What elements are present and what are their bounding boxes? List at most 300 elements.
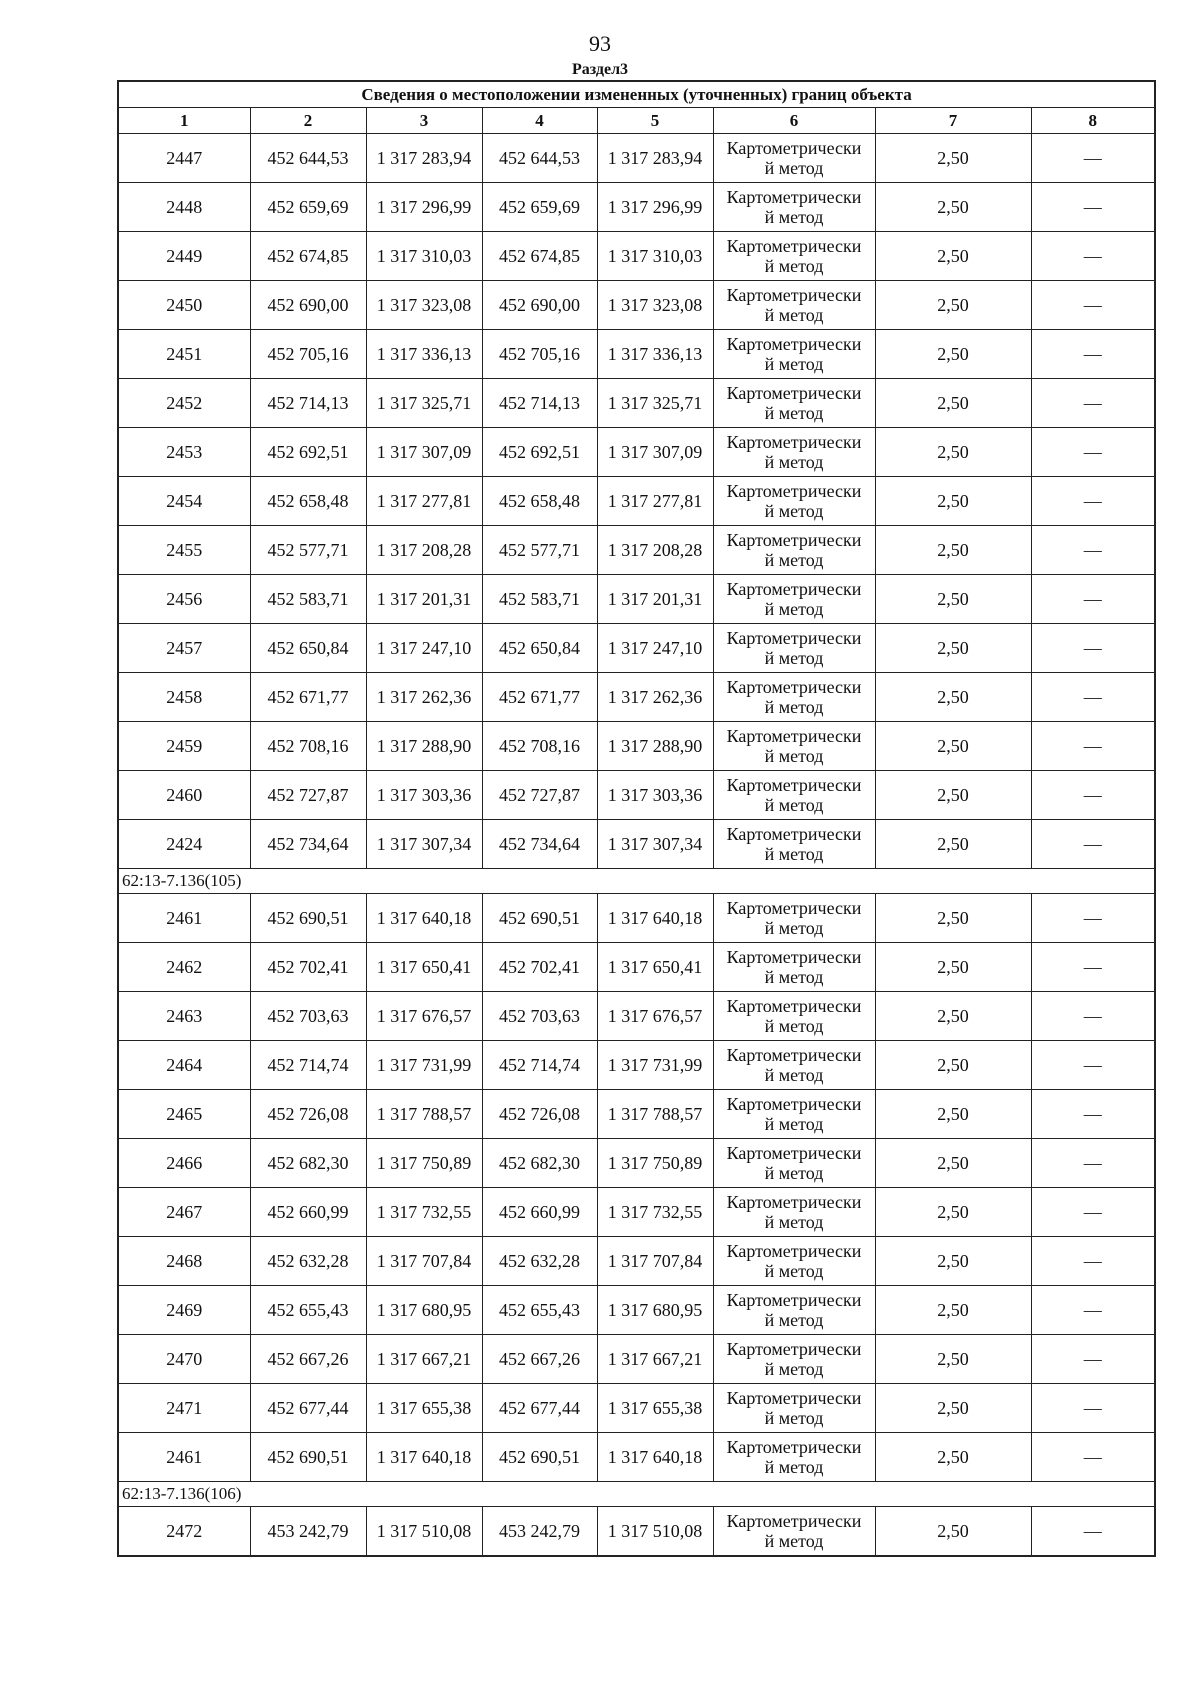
column-header: 4 <box>482 108 597 134</box>
accuracy-cell: 2,50 <box>875 771 1031 820</box>
method-line-1: Картометрически <box>726 530 862 550</box>
y-existing-cell: 1 317 283,94 <box>366 134 482 183</box>
accuracy-cell: 2,50 <box>875 1237 1031 1286</box>
y-existing-cell: 1 317 288,90 <box>366 722 482 771</box>
y-existing-cell: 1 317 325,71 <box>366 379 482 428</box>
method-line-1: Картометрически <box>726 996 862 1016</box>
method-line-1: Картометрически <box>726 1143 862 1163</box>
x-refined-cell: 452 655,43 <box>482 1286 597 1335</box>
method-line-2: й метод <box>764 1016 824 1036</box>
method-line-1: Картометрически <box>726 187 862 207</box>
x-refined-cell: 452 690,00 <box>482 281 597 330</box>
x-existing-cell: 452 703,63 <box>250 992 366 1041</box>
method-line-1: Картометрически <box>726 1290 862 1310</box>
x-refined-cell: 452 705,16 <box>482 330 597 379</box>
y-refined-cell: 1 317 262,36 <box>597 673 713 722</box>
method-cell <box>713 624 875 673</box>
table-row <box>118 526 1155 575</box>
y-existing-cell: 1 317 247,10 <box>366 624 482 673</box>
method-line-1: Картометрически <box>726 1339 862 1359</box>
description-cell: — <box>1031 1286 1155 1335</box>
x-existing-cell: 452 690,00 <box>250 281 366 330</box>
point-number-cell: 2461 <box>118 894 250 943</box>
description-cell: — <box>1031 134 1155 183</box>
x-existing-cell: 452 702,41 <box>250 943 366 992</box>
x-refined-cell: 452 650,84 <box>482 624 597 673</box>
method-cell <box>713 820 875 869</box>
x-existing-cell: 452 692,51 <box>250 428 366 477</box>
method-cell <box>713 943 875 992</box>
description-cell: — <box>1031 992 1155 1041</box>
x-refined-cell: 452 726,08 <box>482 1090 597 1139</box>
point-number-cell: 2458 <box>118 673 250 722</box>
y-existing-cell: 1 317 510,08 <box>366 1507 482 1557</box>
x-refined-cell: 452 727,87 <box>482 771 597 820</box>
accuracy-cell: 2,50 <box>875 1335 1031 1384</box>
x-refined-cell: 452 659,69 <box>482 183 597 232</box>
y-existing-cell: 1 317 307,09 <box>366 428 482 477</box>
accuracy-cell: 2,50 <box>875 820 1031 869</box>
method-cell <box>713 992 875 1041</box>
method-cell <box>713 894 875 943</box>
description-cell: — <box>1031 281 1155 330</box>
y-refined-cell: 1 317 732,55 <box>597 1188 713 1237</box>
method-line-1: Картометрически <box>726 285 862 305</box>
x-refined-cell: 452 708,16 <box>482 722 597 771</box>
table-row <box>118 281 1155 330</box>
column-header: 1 <box>118 108 250 134</box>
y-existing-cell: 1 317 680,95 <box>366 1286 482 1335</box>
table-row <box>118 379 1155 428</box>
x-refined-cell: 452 703,63 <box>482 992 597 1041</box>
method-line-2: й метод <box>764 697 824 717</box>
y-existing-cell: 1 317 277,81 <box>366 477 482 526</box>
x-refined-cell: 452 577,71 <box>482 526 597 575</box>
method-line-2: й метод <box>764 918 824 938</box>
x-existing-cell: 452 714,74 <box>250 1041 366 1090</box>
y-refined-cell: 1 317 201,31 <box>597 575 713 624</box>
table-row <box>118 624 1155 673</box>
accuracy-cell: 2,50 <box>875 379 1031 428</box>
x-refined-cell: 452 702,41 <box>482 943 597 992</box>
y-existing-cell: 1 317 640,18 <box>366 1433 482 1482</box>
y-existing-cell: 1 317 296,99 <box>366 183 482 232</box>
method-line-1: Картометрически <box>726 138 862 158</box>
accuracy-cell: 2,50 <box>875 281 1031 330</box>
point-number-cell: 2465 <box>118 1090 250 1139</box>
description-cell: — <box>1031 575 1155 624</box>
accuracy-cell: 2,50 <box>875 428 1031 477</box>
method-line-2: й метод <box>764 501 824 521</box>
method-line-2: й метод <box>764 158 824 178</box>
x-existing-cell: 452 734,64 <box>250 820 366 869</box>
table-row <box>118 1090 1155 1139</box>
parcel-group-label: 62:13-7.136(105) <box>118 869 1155 894</box>
method-line-2: й метод <box>764 795 824 815</box>
y-refined-cell: 1 317 750,89 <box>597 1139 713 1188</box>
x-existing-cell: 452 690,51 <box>250 894 366 943</box>
x-existing-cell: 452 682,30 <box>250 1139 366 1188</box>
description-cell: — <box>1031 1237 1155 1286</box>
y-refined-cell: 1 317 788,57 <box>597 1090 713 1139</box>
y-existing-cell: 1 317 676,57 <box>366 992 482 1041</box>
accuracy-cell: 2,50 <box>875 1188 1031 1237</box>
description-cell: — <box>1031 428 1155 477</box>
x-existing-cell: 452 727,87 <box>250 771 366 820</box>
method-cell <box>713 1507 875 1557</box>
description-cell: — <box>1031 673 1155 722</box>
method-line-2: й метод <box>764 452 824 472</box>
accuracy-cell: 2,50 <box>875 526 1031 575</box>
point-number-cell: 2463 <box>118 992 250 1041</box>
x-refined-cell: 452 692,51 <box>482 428 597 477</box>
x-refined-cell: 452 677,44 <box>482 1384 597 1433</box>
x-refined-cell: 452 660,99 <box>482 1188 597 1237</box>
y-refined-cell: 1 317 288,90 <box>597 722 713 771</box>
table-row <box>118 330 1155 379</box>
y-existing-cell: 1 317 731,99 <box>366 1041 482 1090</box>
y-existing-cell: 1 317 262,36 <box>366 673 482 722</box>
method-line-2: й метод <box>764 1212 824 1232</box>
x-refined-cell: 452 671,77 <box>482 673 597 722</box>
y-existing-cell: 1 317 655,38 <box>366 1384 482 1433</box>
accuracy-cell: 2,50 <box>875 1433 1031 1482</box>
table-row <box>118 1384 1155 1433</box>
description-cell: — <box>1031 624 1155 673</box>
method-line-1: Картометрически <box>726 432 862 452</box>
description-cell: — <box>1031 1335 1155 1384</box>
point-number-cell: 2453 <box>118 428 250 477</box>
point-number-cell: 2450 <box>118 281 250 330</box>
method-cell <box>713 281 875 330</box>
group-row <box>118 1482 1155 1507</box>
method-line-2: й метод <box>764 967 824 987</box>
method-line-1: Картометрически <box>726 481 862 501</box>
point-number-cell: 2464 <box>118 1041 250 1090</box>
method-cell <box>713 134 875 183</box>
method-line-1: Картометрически <box>726 1437 862 1457</box>
point-number-cell: 2456 <box>118 575 250 624</box>
column-header: 2 <box>250 108 366 134</box>
table-row <box>118 1507 1155 1557</box>
x-refined-cell: 452 734,64 <box>482 820 597 869</box>
method-cell <box>713 1090 875 1139</box>
method-line-1: Картометрически <box>726 579 862 599</box>
x-existing-cell: 452 690,51 <box>250 1433 366 1482</box>
method-line-1: Картометрически <box>726 824 862 844</box>
point-number-cell: 2454 <box>118 477 250 526</box>
method-cell <box>713 1286 875 1335</box>
x-refined-cell: 452 714,13 <box>482 379 597 428</box>
description-cell: — <box>1031 1139 1155 1188</box>
table-row <box>118 1041 1155 1090</box>
point-number-cell: 2457 <box>118 624 250 673</box>
y-existing-cell: 1 317 667,21 <box>366 1335 482 1384</box>
method-cell <box>713 1335 875 1384</box>
method-line-2: й метод <box>764 550 824 570</box>
method-line-2: й метод <box>764 599 824 619</box>
table-row <box>118 1286 1155 1335</box>
parcel-group-label: 62:13-7.136(106) <box>118 1482 1155 1507</box>
y-existing-cell: 1 317 208,28 <box>366 526 482 575</box>
point-number-cell: 2472 <box>118 1507 250 1557</box>
table-row <box>118 183 1155 232</box>
y-refined-cell: 1 317 208,28 <box>597 526 713 575</box>
method-cell <box>713 1139 875 1188</box>
x-existing-cell: 452 667,26 <box>250 1335 366 1384</box>
description-cell: — <box>1031 722 1155 771</box>
x-refined-cell: 452 714,74 <box>482 1041 597 1090</box>
y-existing-cell: 1 317 640,18 <box>366 894 482 943</box>
x-refined-cell: 452 658,48 <box>482 477 597 526</box>
y-refined-cell: 1 317 303,36 <box>597 771 713 820</box>
point-number-cell: 2449 <box>118 232 250 281</box>
x-refined-cell: 452 674,85 <box>482 232 597 281</box>
accuracy-cell: 2,50 <box>875 330 1031 379</box>
boundary-table <box>117 80 1156 1557</box>
column-header: 7 <box>875 108 1031 134</box>
y-refined-cell: 1 317 680,95 <box>597 1286 713 1335</box>
method-line-2: й метод <box>764 844 824 864</box>
y-existing-cell: 1 317 307,34 <box>366 820 482 869</box>
method-cell <box>713 526 875 575</box>
table-row <box>118 232 1155 281</box>
description-cell: — <box>1031 1433 1155 1482</box>
x-existing-cell: 452 659,69 <box>250 183 366 232</box>
point-number-cell: 2468 <box>118 1237 250 1286</box>
accuracy-cell: 2,50 <box>875 1090 1031 1139</box>
method-cell <box>713 428 875 477</box>
accuracy-cell: 2,50 <box>875 134 1031 183</box>
method-line-2: й метод <box>764 1531 824 1551</box>
description-cell: — <box>1031 1384 1155 1433</box>
x-existing-cell: 452 726,08 <box>250 1090 366 1139</box>
x-existing-cell: 452 583,71 <box>250 575 366 624</box>
accuracy-cell: 2,50 <box>875 575 1031 624</box>
method-line-2: й метод <box>764 1310 824 1330</box>
y-refined-cell: 1 317 640,18 <box>597 894 713 943</box>
method-line-2: й метод <box>764 746 824 766</box>
description-cell: — <box>1031 1090 1155 1139</box>
x-existing-cell: 452 677,44 <box>250 1384 366 1433</box>
table-row <box>118 1237 1155 1286</box>
y-existing-cell: 1 317 732,55 <box>366 1188 482 1237</box>
accuracy-cell: 2,50 <box>875 1384 1031 1433</box>
method-line-2: й метод <box>764 1457 824 1477</box>
method-cell <box>713 771 875 820</box>
x-existing-cell: 452 658,48 <box>250 477 366 526</box>
accuracy-cell: 2,50 <box>875 624 1031 673</box>
point-number-cell: 2448 <box>118 183 250 232</box>
method-line-1: Картометрически <box>726 236 862 256</box>
page-number: 93 <box>589 31 611 56</box>
y-refined-cell: 1 317 655,38 <box>597 1384 713 1433</box>
method-line-2: й метод <box>764 1065 824 1085</box>
table-body <box>118 134 1155 1557</box>
point-number-cell: 2466 <box>118 1139 250 1188</box>
table-caption: Сведения о местоположении измененных (уточненных) границ объекта <box>118 81 1155 108</box>
y-refined-cell: 1 317 640,18 <box>597 1433 713 1482</box>
accuracy-cell: 2,50 <box>875 1139 1031 1188</box>
method-cell <box>713 673 875 722</box>
method-cell <box>713 722 875 771</box>
description-cell: — <box>1031 1507 1155 1557</box>
table-row <box>118 992 1155 1041</box>
y-refined-cell: 1 317 277,81 <box>597 477 713 526</box>
x-refined-cell: 452 632,28 <box>482 1237 597 1286</box>
x-existing-cell: 452 674,85 <box>250 232 366 281</box>
section-title: Раздел3 <box>571 61 629 78</box>
method-line-1: Картометрически <box>726 726 862 746</box>
description-cell: — <box>1031 1041 1155 1090</box>
description-cell: — <box>1031 1188 1155 1237</box>
y-existing-cell: 1 317 650,41 <box>366 943 482 992</box>
method-line-2: й метод <box>764 1261 824 1281</box>
method-line-1: Картометрически <box>726 1094 862 1114</box>
description-cell: — <box>1031 820 1155 869</box>
x-existing-cell: 452 644,53 <box>250 134 366 183</box>
accuracy-cell: 2,50 <box>875 183 1031 232</box>
y-refined-cell: 1 317 323,08 <box>597 281 713 330</box>
y-existing-cell: 1 317 336,13 <box>366 330 482 379</box>
method-cell <box>713 575 875 624</box>
y-refined-cell: 1 317 283,94 <box>597 134 713 183</box>
description-cell: — <box>1031 379 1155 428</box>
method-line-1: Картометрически <box>726 1511 862 1531</box>
method-line-2: й метод <box>764 1114 824 1134</box>
point-number-cell: 2460 <box>118 771 250 820</box>
x-existing-cell: 452 632,28 <box>250 1237 366 1286</box>
method-line-1: Картометрически <box>726 383 862 403</box>
accuracy-cell: 2,50 <box>875 992 1031 1041</box>
point-number-cell: 2469 <box>118 1286 250 1335</box>
x-existing-cell: 452 655,43 <box>250 1286 366 1335</box>
description-cell: — <box>1031 183 1155 232</box>
column-header: 6 <box>713 108 875 134</box>
method-cell <box>713 330 875 379</box>
y-existing-cell: 1 317 310,03 <box>366 232 482 281</box>
description-cell: — <box>1031 330 1155 379</box>
accuracy-cell: 2,50 <box>875 232 1031 281</box>
y-refined-cell: 1 317 247,10 <box>597 624 713 673</box>
group-row <box>118 869 1155 894</box>
method-line-1: Картометрически <box>726 628 862 648</box>
table-row <box>118 943 1155 992</box>
y-existing-cell: 1 317 201,31 <box>366 575 482 624</box>
method-line-2: й метод <box>764 256 824 276</box>
y-refined-cell: 1 317 676,57 <box>597 992 713 1041</box>
y-refined-cell: 1 317 650,41 <box>597 943 713 992</box>
y-refined-cell: 1 317 307,34 <box>597 820 713 869</box>
y-refined-cell: 1 317 731,99 <box>597 1041 713 1090</box>
point-number-cell: 2467 <box>118 1188 250 1237</box>
x-existing-cell: 452 705,16 <box>250 330 366 379</box>
description-cell: — <box>1031 943 1155 992</box>
x-existing-cell: 452 714,13 <box>250 379 366 428</box>
x-refined-cell: 452 682,30 <box>482 1139 597 1188</box>
x-refined-cell: 452 667,26 <box>482 1335 597 1384</box>
y-existing-cell: 1 317 323,08 <box>366 281 482 330</box>
header-row <box>118 108 1155 134</box>
x-existing-cell: 453 242,79 <box>250 1507 366 1557</box>
table-row <box>118 477 1155 526</box>
x-existing-cell: 452 708,16 <box>250 722 366 771</box>
description-cell: — <box>1031 526 1155 575</box>
method-line-2: й метод <box>764 1163 824 1183</box>
accuracy-cell: 2,50 <box>875 943 1031 992</box>
column-header: 8 <box>1031 108 1155 134</box>
point-number-cell: 2447 <box>118 134 250 183</box>
description-cell: — <box>1031 771 1155 820</box>
table-row <box>118 1335 1155 1384</box>
method-cell <box>713 379 875 428</box>
table-row <box>118 1188 1155 1237</box>
point-number-cell: 2452 <box>118 379 250 428</box>
x-refined-cell: 453 242,79 <box>482 1507 597 1557</box>
x-existing-cell: 452 660,99 <box>250 1188 366 1237</box>
point-number-cell: 2462 <box>118 943 250 992</box>
method-line-1: Картометрически <box>726 677 862 697</box>
method-line-2: й метод <box>764 403 824 423</box>
method-line-1: Картометрически <box>726 1045 862 1065</box>
y-refined-cell: 1 317 510,08 <box>597 1507 713 1557</box>
y-existing-cell: 1 317 303,36 <box>366 771 482 820</box>
table-row <box>118 575 1155 624</box>
table-row <box>118 1139 1155 1188</box>
method-line-1: Картометрически <box>726 1241 862 1261</box>
accuracy-cell: 2,50 <box>875 1041 1031 1090</box>
y-existing-cell: 1 317 707,84 <box>366 1237 482 1286</box>
table-row <box>118 1433 1155 1482</box>
table-row <box>118 894 1155 943</box>
point-number-cell: 2471 <box>118 1384 250 1433</box>
point-number-cell: 2470 <box>118 1335 250 1384</box>
table-row <box>118 673 1155 722</box>
x-existing-cell: 452 650,84 <box>250 624 366 673</box>
method-line-1: Картометрически <box>726 1388 862 1408</box>
method-cell <box>713 1188 875 1237</box>
y-existing-cell: 1 317 788,57 <box>366 1090 482 1139</box>
method-line-2: й метод <box>764 1359 824 1379</box>
table-row <box>118 820 1155 869</box>
y-refined-cell: 1 317 667,21 <box>597 1335 713 1384</box>
accuracy-cell: 2,50 <box>875 722 1031 771</box>
x-existing-cell: 452 577,71 <box>250 526 366 575</box>
method-cell <box>713 1237 875 1286</box>
accuracy-cell: 2,50 <box>875 477 1031 526</box>
method-line-2: й метод <box>764 1408 824 1428</box>
x-existing-cell: 452 671,77 <box>250 673 366 722</box>
method-line-1: Картометрически <box>726 898 862 918</box>
x-refined-cell: 452 690,51 <box>482 894 597 943</box>
method-cell <box>713 477 875 526</box>
method-cell <box>713 183 875 232</box>
y-refined-cell: 1 317 336,13 <box>597 330 713 379</box>
accuracy-cell: 2,50 <box>875 1286 1031 1335</box>
point-number-cell: 2455 <box>118 526 250 575</box>
method-line-2: й метод <box>764 207 824 227</box>
accuracy-cell: 2,50 <box>875 673 1031 722</box>
x-refined-cell: 452 644,53 <box>482 134 597 183</box>
method-line-1: Картометрически <box>726 1192 862 1212</box>
method-cell <box>713 1384 875 1433</box>
accuracy-cell: 2,50 <box>875 894 1031 943</box>
table-row <box>118 134 1155 183</box>
method-line-2: й метод <box>764 354 824 374</box>
y-refined-cell: 1 317 296,99 <box>597 183 713 232</box>
table-row <box>118 722 1155 771</box>
method-cell <box>713 1041 875 1090</box>
